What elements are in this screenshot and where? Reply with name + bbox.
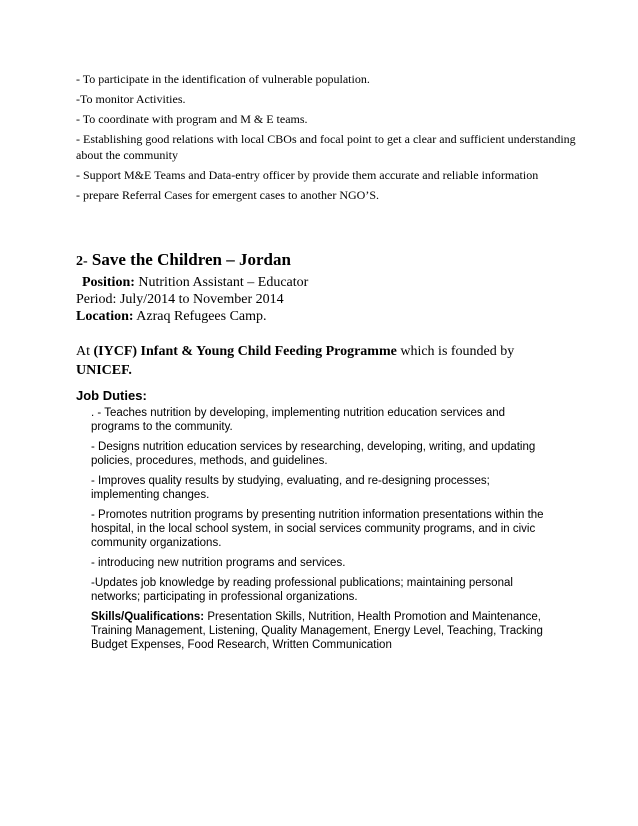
section-heading: Save the Children – Jordan	[87, 250, 291, 269]
list-item: -To monitor Activities.	[76, 92, 186, 106]
funder-name: UNICEF.	[76, 363, 132, 378]
duty-item: -Updates job knowledge by reading professional publications; maintaining personal networks; participating in professional organizations.	[91, 577, 513, 603]
duty-item: - Designs nutrition education services by researching, developing, writing, and updating policies, procedures, methods, and guidelines.	[91, 441, 536, 467]
job-duties	[76, 388, 556, 652]
position-value: Nutrition Assistant – Educator	[134, 275, 309, 290]
section-title	[76, 248, 576, 274]
duty-item: . - Teaches nutrition by developing, implementing nutrition education services and programs to the community.	[91, 407, 506, 433]
duty-item: - Improves quality results by studying, evaluating, and re-designing processes; implementing changes.	[91, 475, 490, 501]
location-value: Azraq Refugees Camp.	[133, 309, 267, 324]
list-item: - To coordinate with program and M & E teams.	[76, 112, 308, 126]
duty-item: - Promotes nutrition programs by presenting nutrition information presentations within the hospital, in the local school system, in social services community programs, and in civic community organizations.	[91, 509, 544, 549]
duty-item: - introducing new nutrition programs and services.	[91, 557, 346, 569]
program-line	[76, 342, 576, 380]
location-label: Location:	[76, 309, 134, 324]
period-line: Period: July/2014 to November 2014	[76, 292, 284, 307]
responsibilities-list	[76, 71, 576, 207]
duties-title: Job Duties:	[76, 388, 147, 403]
position-line	[76, 274, 576, 291]
founded-by: which is founded by	[396, 344, 515, 359]
skills-line	[91, 610, 556, 652]
program-name: (IYCF) Infant & Young Child Feeding Programme	[93, 344, 397, 359]
skills-value: Presentation Skills, Nutrition, Health Promotion and Maintenance, Training Management, Listening, Quality Management, Energy Level, Teaching, Tracking Budget Expenses, Food Research, Written Communication	[91, 611, 543, 651]
list-item: - prepare Referral Cases for emergent cases to another NGO’S.	[76, 188, 379, 202]
skills-label: Skills/Qualifications:	[91, 611, 205, 623]
list-item: - Establishing good relations with local CBOs and focal point to get a clear and sufficient understanding about the community	[76, 132, 576, 162]
list-item: - To participate in the identification of vulnerable population.	[76, 72, 370, 86]
position-label: Position:	[82, 275, 135, 290]
location-line	[76, 308, 576, 325]
job-section	[76, 248, 576, 380]
list-item: - Support M&E Teams and Data-entry officer by provide them accurate and reliable information	[76, 168, 539, 182]
at-prefix: At	[76, 344, 94, 359]
section-number: 2-	[76, 254, 88, 269]
